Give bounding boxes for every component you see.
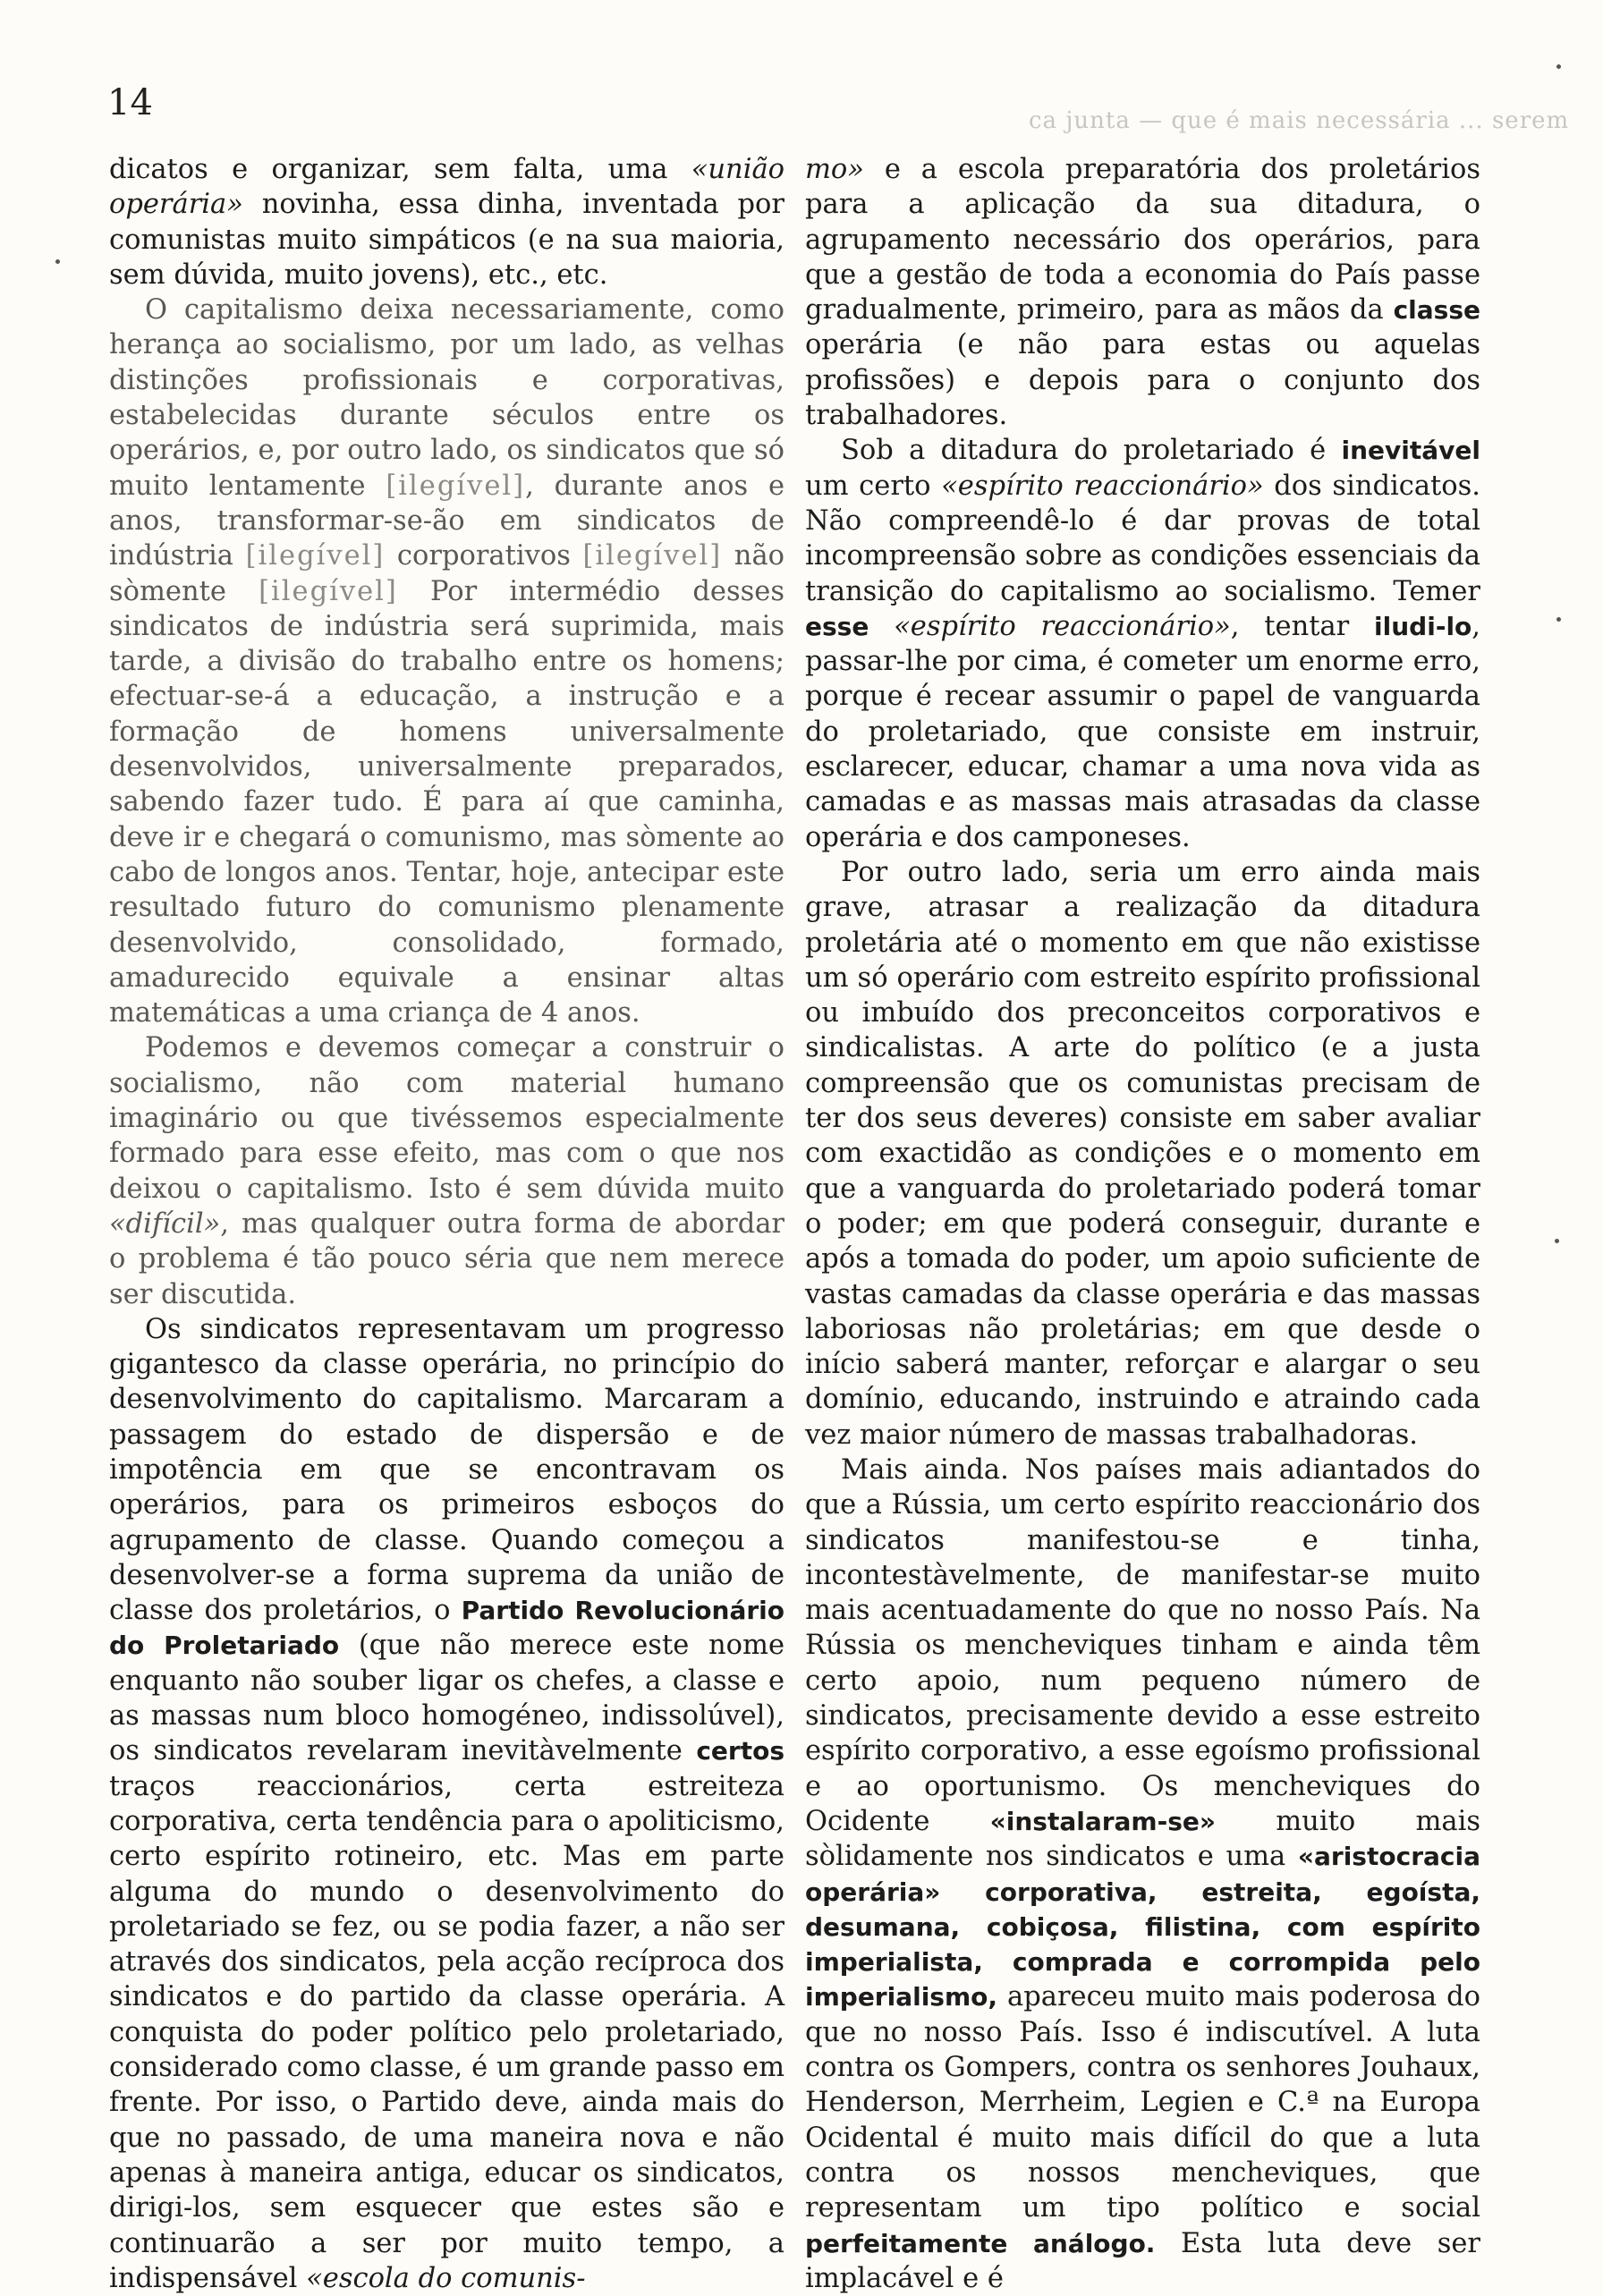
text-run: , passar-lhe por cima, é cometer um enorme erro, porque é recear assumir o papel de vanguarda do proletariado, que consiste em instruir, esclarecer, educar, chamar a uma nova vida as camadas e as massas mais atrasadas da classe operária e dos camponeses. [805,610,1480,853]
left-text-column [109,152,785,2296]
text-run: Os sindicatos representavam um progresso gigantesco da classe operária, no princípio do desenvolvimento do capitalismo. Marcaram a passagem do estado de dispersão e de impotência em que se encontravam os operários, para os primeiros esboços do agrupamento de classe. Quando começou a desenvolver-se a forma suprema da união de classe dos proletários, o [109,1313,785,1627]
scan-speck [1555,1239,1559,1243]
text-run: Sob a ditadura do proletariado é [841,435,1342,467]
text-run: operária (e não para estas ou aquelas profissões) e depois para o conjunto dos trabalhadores. [805,329,1480,432]
text-run: , tentar [1230,610,1375,642]
italic-phrase: mo» [805,154,864,185]
right-paragraph-4 [805,1453,1480,2296]
text-run: , mas qualquer outra forma de abordar o problema é tão pouco séria que nem merece ser discutida. [109,1207,785,1310]
bold-phrase: inevitável [1341,436,1480,466]
bold-phrase: classe [1393,295,1480,326]
text-run: corporativos [385,540,583,572]
left-paragraph-3 [109,1030,785,1311]
bold-phrase: esse [805,611,869,641]
text-run: um certo [805,470,942,502]
bold-phrase: «aristocracia operária» corporativa, estreita, egoísta, desumana, cobiçosa, filistina, com espírito imperialista, comprada e corrompida pelo imperialismo, [805,1842,1480,2012]
illegible-gap: [ilegível] [259,575,398,607]
illegible-gap: [ilegível] [582,540,723,572]
text-run: Por outro lado, seria um erro ainda mais grave, atrasar a realização da ditadura proletária até o momento em que não existisse um só operário com estreito espírito profissional ou imbuído dos preconceitos corporativos e sindicalistas. A arte do político (e a justa compreensão que os comunistas precisam de ter dos seus deveres) consiste em saber avaliar com exactidão as condições e o momento em que a vanguarda do proletariado poderá tomar o poder; em que poderá conseguir, durante e após a tomada do poder, um apoio suficiente de vastas camadas da classe operária e das massas laboriosas não proletárias; em que desde o início saberá manter, reforçar e alargar o seu domínio, educando, instruindo e atraindo cada vez maior número de massas trabalhadoras. [805,856,1480,1451]
left-paragraph-2 [109,292,785,1030]
bold-phrase: certos [696,1736,785,1766]
text-run: Mais ainda. Nos países mais adiantados do que a Rússia, um certo espírito reaccionário dos sindicatos manifestou-se e tinha, incontestàvelmente, de manifestar-se muito mais acentuadamente do que no nosso País. Na Rússia os mencheviques tinham e ainda têm certo apoio, num pequeno número de sindicatos, precisamente devido a esse estreito espírito corporativo, a esse egoísmo profissional e ao oportunismo. Os mencheviques do Ocidente [805,1453,1480,1837]
italic-phrase: «difícil» [109,1207,221,1240]
scan-speck [1556,617,1561,622]
right-text-column [805,152,1480,2296]
text-run [869,611,894,642]
text-run: novinha, essa dinha, inventada por comunistas muito simpáticos (e na sua maioria, sem dúvida, muito jovens), etc., etc. [109,189,785,291]
text-run: (que não merece este nome enquanto não souber ligar os chefes, a classe e as massas num bloco homogéneo, indissolúvel), os sindicatos revelaram inevitàvelmente [109,1630,785,1767]
text-run: O capitalismo deixa necessariamente, como herança ao socialismo, por um lado, as velhas distinções profissionais e corporativas, estabelecidas durante séculos entre os operários, e, por outro lado, os sindicatos que só muito lentamente [109,294,785,502]
text-run: dos sindicatos. Não compreendê-lo é dar provas de total incompreensão sobre as condições essenciais da transição do capitalismo ao socialismo. Temer [805,470,1480,607]
italic-phrase: «espírito reaccionário» [941,470,1264,502]
italic-phrase: «espírito reaccionário» [894,610,1231,642]
text-run: muito mais sòlidamente nos sindicatos e uma [805,1805,1480,1873]
text-run: não sòmente [109,540,785,607]
bold-phrase: iludi-lo [1374,611,1472,641]
text-run: apareceu muito mais poderosa do que no nosso País. Isso é indiscutível. A luta contra os Gompers, contra os senhores Jouhaux, Henderson, Merrheim, Legien e C.ª na Europa Ocidental é muito mais difícil do que a luta contra os nossos mencheviques, que representam um tipo político e social [805,1981,1480,2224]
scan-speck [1556,64,1561,69]
text-run: traços reaccionários, certa estreiteza corporativa, certa tendência para o apoliticismo, certo espírito rotineiro, etc. Mas em parte alguma do mundo o desenvolvimento do proletariado se fez, ou se podia fazer, a não ser através dos sindicatos, pela acção recíproca dos sindicatos e do partido da classe operária. A conquista do poder político pelo proletariado, considerado como classe, é um grande passo em frente. Por isso, o Partido deve, ainda mais do que no passado, de uma maneira nova e não apenas à maneira antiga, educar os sindicatos, dirigi-los, sem esquecer que estes são e continuarão a ser por muito tempo, a indispensável [109,1770,785,2294]
page-number: 14 [107,82,153,123]
text-run: e a escola preparatória dos proletários para a aplicação da sua ditadura, o agrupamento necessário dos operários, para que a gestão de toda a economia do País passe gradualmente, primeiro, para as mãos da [805,154,1480,326]
scan-speck [55,259,60,264]
text-run: Podemos e devemos começar a construir o socialismo, não com material humano imaginário ou que tivéssemos especialmente formado para esse efeito, mas com o que nos deixou o capitalismo. Isto é sem dúvida muito [109,1032,785,1205]
illegible-gap: [ilegível] [245,540,386,572]
bold-phrase: Partido Revolucionário do Proletariado [109,1596,785,1661]
left-paragraph-1 [109,152,785,292]
show-through-text-right: ca junta — que é mais necessária ... serem [1029,107,1570,134]
right-paragraph-2 [805,433,1480,855]
text-run: Por intermédio desses sindicatos de indústria será suprimida, mais tarde, a divisão do trabalho entre os homens; efectuar-se-á a educação, a instrução e a formação de homens universalmente desenvolvidos, universalmente preparados, sabendo fazer tudo. É para aí que caminha, deve ir e chegará o comunismo, mas sòmente ao cabo de longos anos. Tentar, hoje, antecipar este resultado futuro do comunismo plenamente desenvolvido, consolidado, formado, amadurecido equivale a ensinar altas matemáticas a uma criança de 4 anos. [109,575,785,1029]
text-run: , durante anos e anos, transformar-se-ão em sindicatos de indústria [109,470,785,572]
right-paragraph-3 [805,855,1480,1453]
illegible-gap: [ilegível] [386,470,526,502]
bold-phrase: «instalaram-se» [989,1806,1216,1836]
right-paragraph-1 [805,152,1480,433]
left-paragraph-4 [109,1312,785,2296]
italic-phrase: «união operária» [109,154,785,221]
italic-phrase: «escola do comunis- [306,2262,586,2294]
bold-phrase: perfeitamente análogo. [805,2228,1156,2258]
text-run: Esta luta deve ser implacável e é [805,2227,1480,2294]
text-run: dicatos e organizar, sem falta, uma [109,154,691,185]
